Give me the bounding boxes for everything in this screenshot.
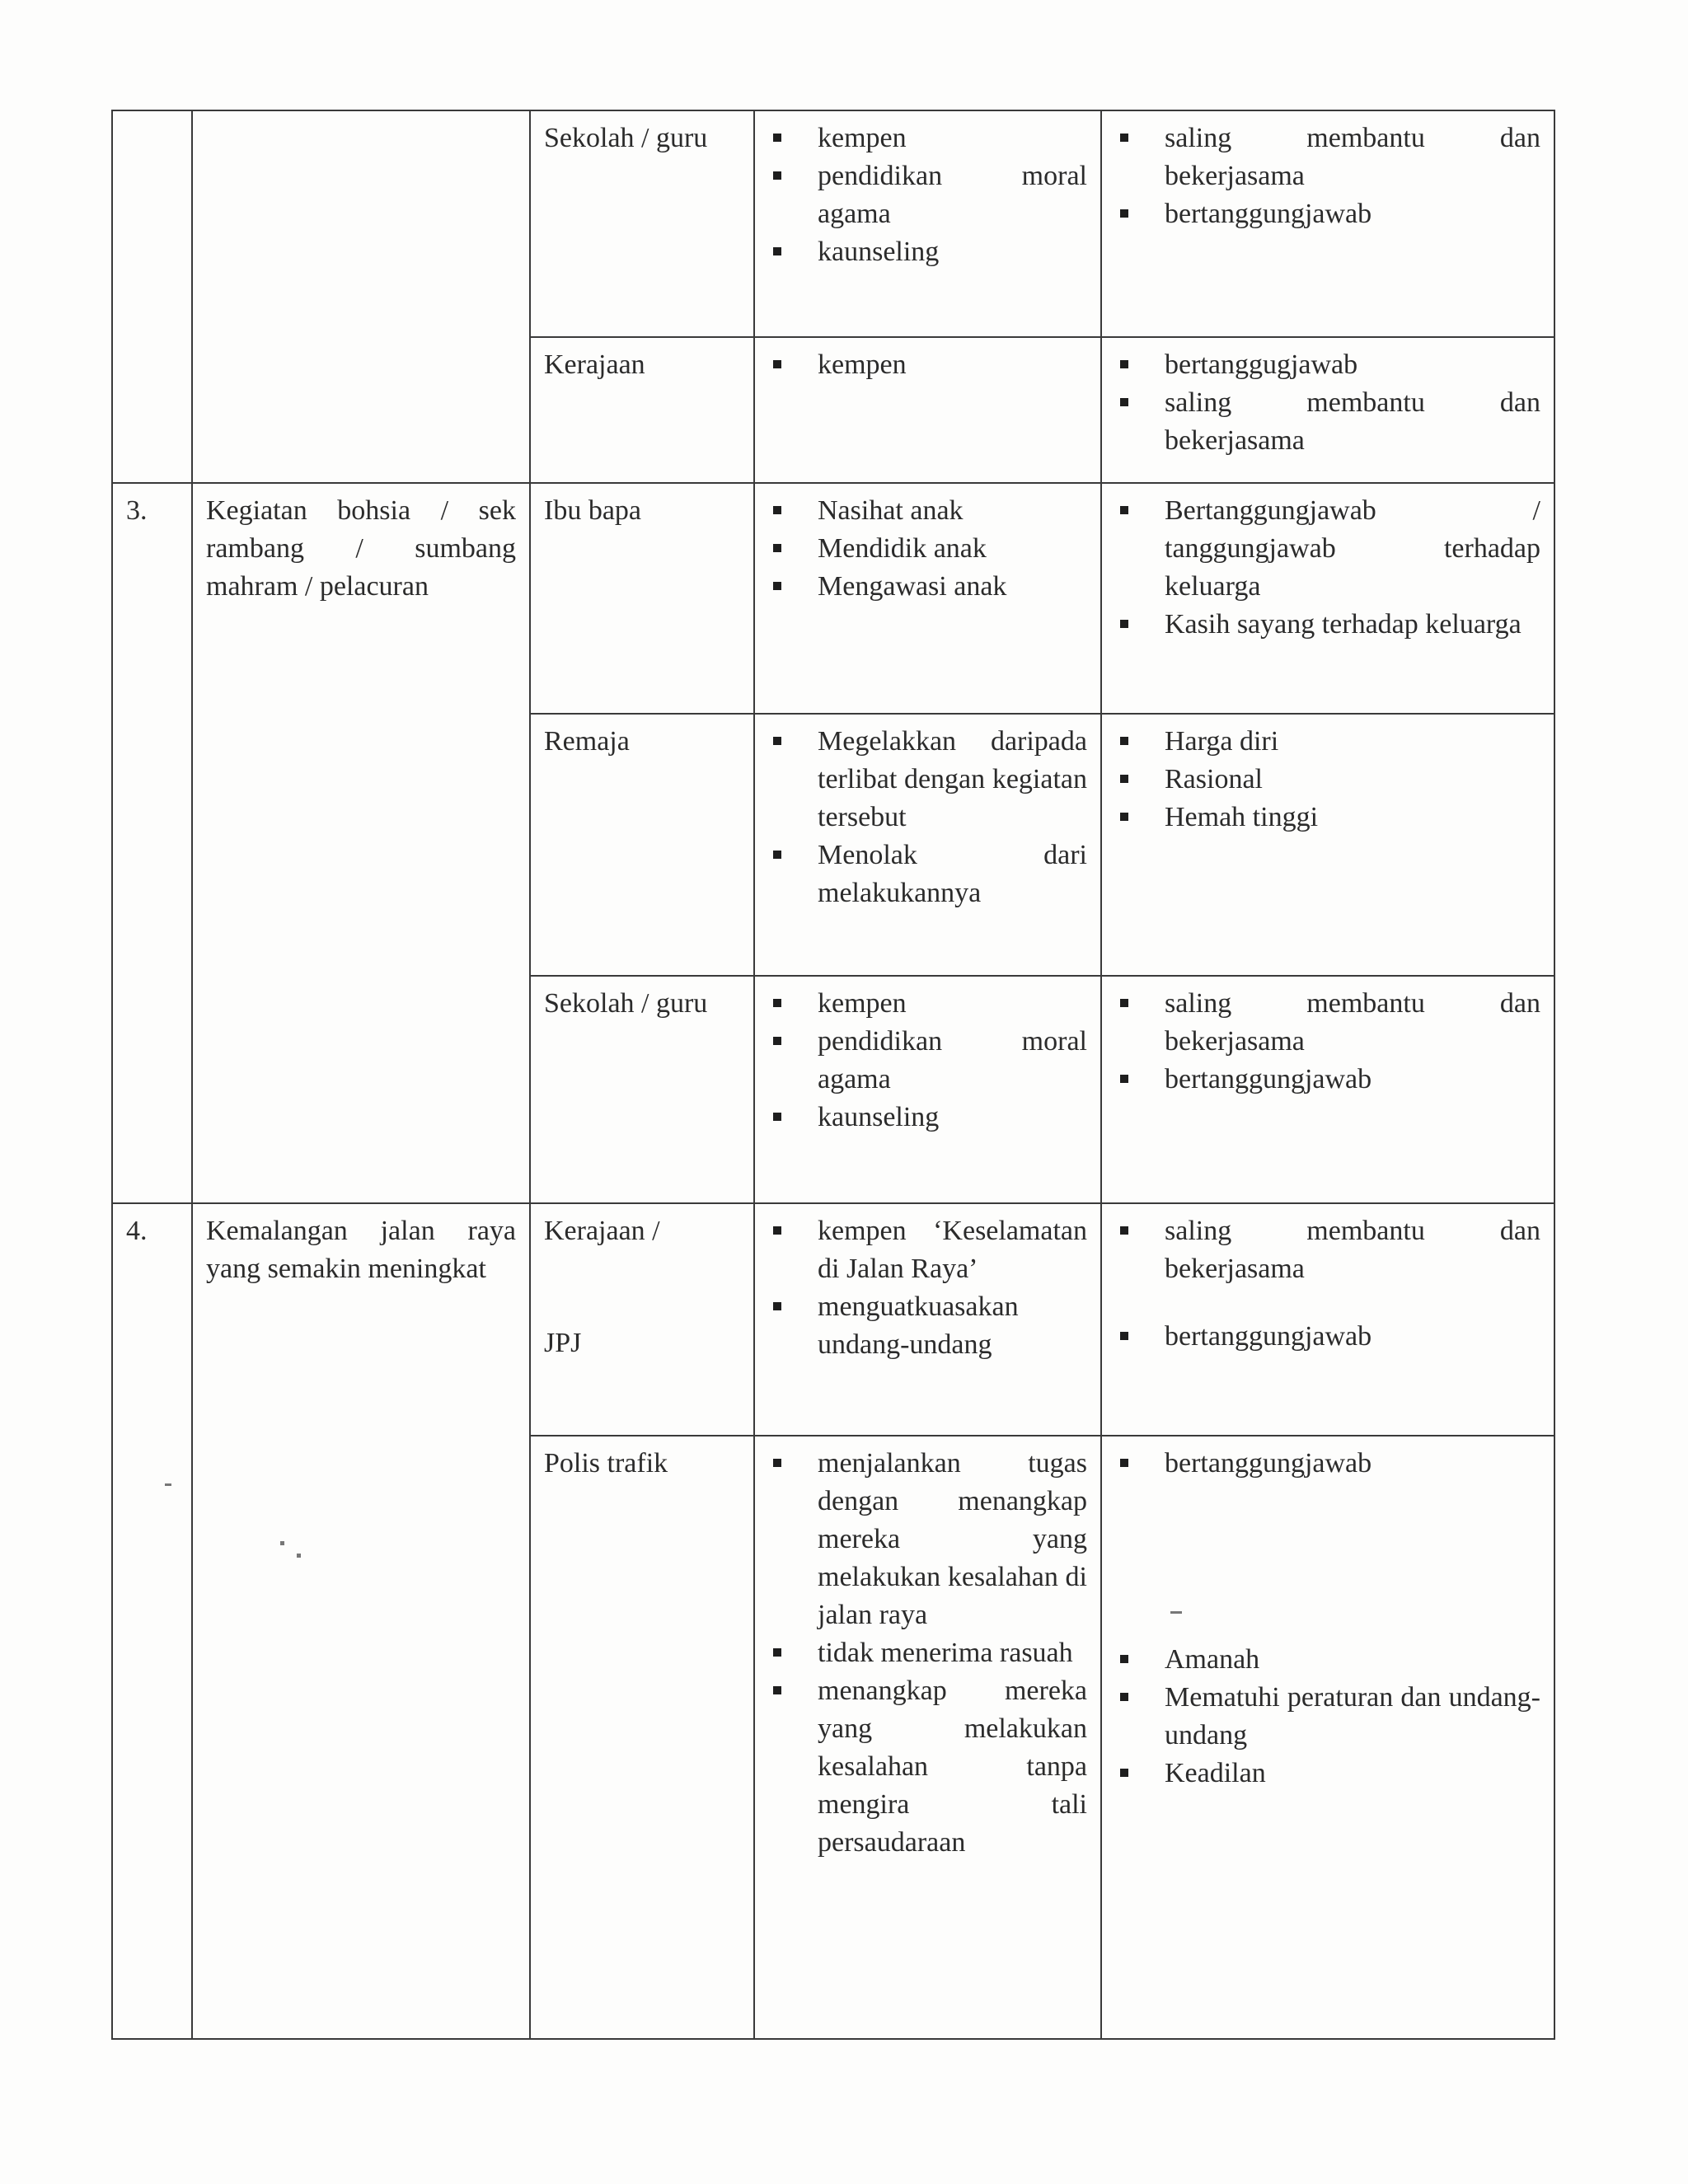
bullet-icon xyxy=(1120,813,1128,821)
bullet-icon xyxy=(773,360,781,368)
bullet-icon xyxy=(773,171,781,180)
list-item xyxy=(1115,195,1540,233)
list-item xyxy=(768,985,1087,1023)
values-table xyxy=(111,110,1555,2040)
bullet-icon xyxy=(1120,360,1128,368)
steps-list xyxy=(768,120,1087,271)
values-cell xyxy=(1101,337,1554,483)
values-cell xyxy=(1101,483,1554,714)
bullet-icon xyxy=(773,1686,781,1694)
list-item-text: kempen xyxy=(818,123,907,153)
steps-list xyxy=(768,985,1087,1137)
bullet-icon xyxy=(1120,737,1128,745)
bullet-icon xyxy=(1120,1769,1128,1777)
list-item-text: kempen ‘Keselamatan di Jalan Raya’ xyxy=(818,1216,1087,1284)
values-list xyxy=(1115,1445,1540,1793)
agency-text: Kerajaan xyxy=(544,349,645,380)
list-item-text: kempen xyxy=(818,349,907,380)
issue-text: Kemalangan jalan raya yang semakin meningkat xyxy=(206,1216,516,1284)
list-item xyxy=(768,1288,1087,1364)
list-item xyxy=(1115,1755,1540,1793)
values-cell xyxy=(1101,976,1554,1203)
list-item xyxy=(768,568,1087,606)
row-number: 3. xyxy=(126,495,148,526)
row-number-cell xyxy=(112,483,192,1203)
bullet-icon xyxy=(1120,209,1128,218)
agency-cell xyxy=(530,976,754,1203)
scan-speck xyxy=(1170,1611,1182,1614)
steps-list xyxy=(768,492,1087,606)
steps-cell xyxy=(754,714,1101,976)
bullet-icon xyxy=(1120,506,1128,514)
list-item xyxy=(1115,1318,1540,1356)
bullet-icon xyxy=(773,851,781,859)
steps-cell xyxy=(754,483,1101,714)
list-item xyxy=(1115,384,1540,460)
values-cell xyxy=(1101,714,1554,976)
bullet-icon xyxy=(773,247,781,255)
list-item xyxy=(768,1099,1087,1137)
list-item xyxy=(1115,1445,1540,1483)
list-item-text: bertanggungjawab xyxy=(1165,1064,1372,1094)
list-item xyxy=(768,1023,1087,1099)
issue-text: Kegiatan bohsia / sek rambang / sumbang mahram / pelacuran xyxy=(206,495,516,602)
list-item xyxy=(768,837,1087,912)
list-item-text: bertanggugjawab xyxy=(1165,349,1358,380)
table-row xyxy=(112,483,1554,714)
agency-cell xyxy=(530,1203,754,1436)
list-item xyxy=(1115,120,1540,195)
steps-list xyxy=(768,346,1087,384)
list-item-text: Nasihat anak xyxy=(818,495,964,526)
list-item xyxy=(1115,1212,1540,1288)
list-item xyxy=(768,1445,1087,1634)
bullet-icon xyxy=(773,506,781,514)
bullet-icon xyxy=(1120,999,1128,1007)
row-number-cell xyxy=(112,110,192,483)
table-row xyxy=(112,110,1554,337)
list-item-text: Bertanggungjawab / tanggungjawab terhadap keluarga xyxy=(1165,495,1540,602)
values-list xyxy=(1115,985,1540,1099)
list-item-text: bertanggungjawab xyxy=(1165,199,1372,229)
list-item-text: Amanah xyxy=(1165,1644,1260,1675)
steps-cell xyxy=(754,1203,1101,1436)
list-item-text: saling membantu dan bekerjasama xyxy=(1165,1216,1540,1284)
list-item-text: bertanggungjawab xyxy=(1165,1321,1372,1352)
bullet-icon xyxy=(773,1302,781,1310)
issue-cell xyxy=(192,1203,530,2039)
list-item xyxy=(1115,606,1540,644)
bullet-icon xyxy=(1120,775,1128,783)
list-item-text: saling membantu dan bekerjasama xyxy=(1165,988,1540,1057)
agency-cell xyxy=(530,337,754,483)
list-item-text: pendidikan moral agama xyxy=(818,1026,1087,1094)
steps-cell xyxy=(754,110,1101,337)
bullet-icon xyxy=(1120,1226,1128,1235)
list-item-text: bertanggungjawab xyxy=(1165,1448,1372,1479)
list-item xyxy=(768,157,1087,233)
bullet-icon xyxy=(773,999,781,1007)
list-item xyxy=(768,120,1087,157)
values-list xyxy=(1115,346,1540,460)
bullet-icon xyxy=(1120,620,1128,628)
row-number-cell xyxy=(112,1203,192,2039)
steps-cell xyxy=(754,337,1101,483)
list-item-text: Mendidik anak xyxy=(818,533,987,564)
issue-cell xyxy=(192,110,530,483)
list-item xyxy=(768,1672,1087,1862)
bullet-icon xyxy=(1120,1459,1128,1467)
bullet-icon xyxy=(1120,1655,1128,1663)
bullet-icon xyxy=(1120,134,1128,142)
list-item xyxy=(1115,346,1540,384)
issue-cell xyxy=(192,483,530,1203)
list-item-text: kaunseling xyxy=(818,1102,940,1132)
list-item xyxy=(768,723,1087,837)
list-item xyxy=(768,492,1087,530)
values-cell xyxy=(1101,1436,1554,2039)
steps-list xyxy=(768,1212,1087,1364)
list-item-text: tidak menerima rasuah xyxy=(818,1638,1073,1668)
bullet-icon xyxy=(773,1037,781,1045)
scan-speck xyxy=(297,1554,301,1558)
values-list xyxy=(1115,120,1540,233)
list-item-text: Menolak dari melakukannya xyxy=(818,840,1087,908)
list-item xyxy=(1115,761,1540,799)
values-list xyxy=(1115,492,1540,644)
bullet-icon xyxy=(773,1113,781,1121)
list-item xyxy=(768,1212,1087,1288)
list-item-text: kaunseling xyxy=(818,237,940,267)
agency-text: Remaja xyxy=(544,726,630,757)
list-item-text: saling membantu dan bekerjasama xyxy=(1165,387,1540,456)
list-item-text: kempen xyxy=(818,988,907,1019)
agency-text: Ibu bapa xyxy=(544,495,642,526)
bullet-icon xyxy=(773,1226,781,1235)
row-number: 4. xyxy=(126,1216,148,1246)
agency-text: Kerajaan / xyxy=(544,1216,660,1246)
list-item xyxy=(1115,799,1540,837)
bullet-icon xyxy=(1120,1332,1128,1340)
list-item xyxy=(768,530,1087,568)
list-item xyxy=(768,1634,1087,1672)
list-item-text: menguatkuasakan undang-undang xyxy=(818,1291,1019,1360)
values-cell xyxy=(1101,1203,1554,1436)
list-item xyxy=(768,233,1087,271)
agency-text: Sekolah / guru xyxy=(544,123,708,153)
bullet-icon xyxy=(773,737,781,745)
agency-text: Sekolah / guru xyxy=(544,988,708,1019)
list-item-text: Mematuhi peraturan dan undang-undang xyxy=(1165,1682,1540,1750)
list-item-text: Harga diri xyxy=(1165,726,1279,757)
agency-cell xyxy=(530,1436,754,2039)
list-item-text: Mengawasi anak xyxy=(818,571,1007,602)
bullet-icon xyxy=(773,582,781,590)
steps-cell xyxy=(754,976,1101,1203)
steps-list xyxy=(768,1445,1087,1862)
list-item-text: Rasional xyxy=(1165,764,1263,794)
scan-speck xyxy=(280,1541,284,1545)
list-item xyxy=(1115,1061,1540,1099)
list-item-text: Kasih sayang terhadap keluarga xyxy=(1165,609,1522,640)
bullet-icon xyxy=(1120,1693,1128,1701)
list-item xyxy=(1115,985,1540,1061)
values-list xyxy=(1115,1212,1540,1356)
agency-cell xyxy=(530,714,754,976)
bullet-icon xyxy=(773,134,781,142)
scan-speck xyxy=(165,1483,171,1486)
list-item-text: pendidikan moral agama xyxy=(818,161,1087,229)
bullet-icon xyxy=(773,1459,781,1467)
list-item xyxy=(1115,1641,1540,1679)
agency-cell xyxy=(530,110,754,337)
list-item xyxy=(1115,723,1540,761)
list-item-text: menjalankan tugas dengan menangkap mereka yang melakukan kesalahan di jalan raya xyxy=(818,1448,1087,1630)
list-item-text: Hemah tinggi xyxy=(1165,802,1319,832)
agency-cell xyxy=(530,483,754,714)
list-item-text: saling membantu dan bekerjasama xyxy=(1165,123,1540,191)
list-item-text: Megelakkan daripada terlibat dengan kegiatan tersebut xyxy=(818,726,1087,832)
bullet-icon xyxy=(1120,1075,1128,1083)
list-item-text: menangkap mereka yang melakukan kesalahan tanpa mengira tali persaudaraan xyxy=(818,1675,1087,1858)
agency-text: Polis trafik xyxy=(544,1448,668,1479)
bullet-icon xyxy=(773,1648,781,1657)
list-item xyxy=(1115,492,1540,606)
values-cell xyxy=(1101,110,1554,337)
bullet-icon xyxy=(1120,398,1128,406)
steps-list xyxy=(768,723,1087,912)
list-item xyxy=(768,346,1087,384)
list-item-text: Keadilan xyxy=(1165,1758,1266,1788)
agency-text: JPJ xyxy=(544,1328,582,1358)
steps-cell xyxy=(754,1436,1101,2039)
list-item xyxy=(1115,1679,1540,1755)
bullet-icon xyxy=(773,544,781,552)
values-list xyxy=(1115,723,1540,837)
table-row xyxy=(112,1203,1554,1436)
